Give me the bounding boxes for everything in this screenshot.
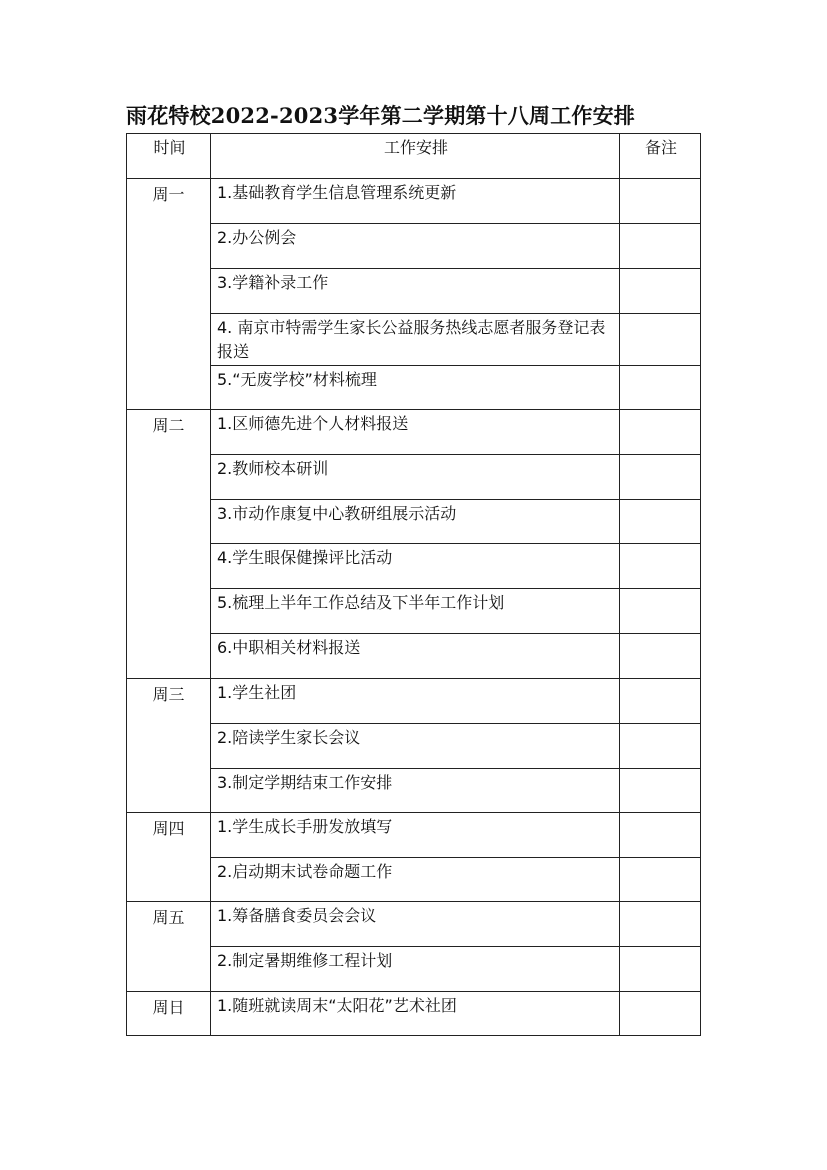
header-row bbox=[127, 134, 701, 179]
note-cell bbox=[620, 679, 701, 724]
note-cell bbox=[620, 902, 701, 947]
day-cell: 周四 bbox=[127, 813, 211, 902]
table-row bbox=[127, 314, 701, 366]
header-work: 工作安排 bbox=[211, 134, 620, 179]
table-row bbox=[127, 992, 701, 1036]
note-cell bbox=[620, 366, 701, 410]
table-row bbox=[127, 634, 701, 679]
header-time: 时间 bbox=[127, 134, 211, 179]
task-cell: 6.中职相关材料报送 bbox=[211, 634, 620, 679]
table-row bbox=[127, 813, 701, 858]
task-cell: 2.陪读学生家长会议 bbox=[211, 724, 620, 769]
schedule-table bbox=[126, 133, 700, 1035]
note-cell bbox=[620, 179, 701, 224]
task-cell: 4.学生眼保健操评比活动 bbox=[211, 544, 620, 589]
task-cell: 3.学籍补录工作 bbox=[211, 269, 620, 314]
note-cell bbox=[620, 634, 701, 679]
table-row bbox=[127, 366, 701, 410]
note-cell bbox=[620, 724, 701, 769]
note-cell bbox=[620, 947, 701, 992]
table-row bbox=[127, 589, 701, 634]
table-row bbox=[127, 500, 701, 544]
day-cell: 周二 bbox=[127, 410, 211, 679]
note-cell bbox=[620, 500, 701, 544]
task-cell: 1.随班就读周末“太阳花”艺术社团 bbox=[211, 992, 620, 1036]
task-cell: 3.制定学期结束工作安排 bbox=[211, 769, 620, 813]
note-cell bbox=[620, 410, 701, 455]
table-row bbox=[127, 947, 701, 992]
table-row bbox=[127, 544, 701, 589]
task-cell: 1.基础教育学生信息管理系统更新 bbox=[211, 179, 620, 224]
table-row bbox=[127, 179, 701, 224]
day-cell: 周三 bbox=[127, 679, 211, 813]
task-cell: 2.教师校本研训 bbox=[211, 455, 620, 500]
note-cell bbox=[620, 992, 701, 1036]
table-row bbox=[127, 224, 701, 269]
table-row bbox=[127, 858, 701, 902]
task-cell: 2.办公例会 bbox=[211, 224, 620, 269]
task-cell: 4. 南京市特需学生家长公益服务热线志愿者服务登记表报送 bbox=[211, 314, 620, 366]
day-cell: 周日 bbox=[127, 992, 211, 1036]
table-row bbox=[127, 410, 701, 455]
note-cell bbox=[620, 589, 701, 634]
task-cell: 1.筹备膳食委员会会议 bbox=[211, 902, 620, 947]
task-cell: 2.制定暑期维修工程计划 bbox=[211, 947, 620, 992]
note-cell bbox=[620, 269, 701, 314]
table-row bbox=[127, 455, 701, 500]
document-title: 雨花特校2022-2023学年第二学期第十八周工作安排 bbox=[126, 103, 636, 128]
header-note: 备注 bbox=[620, 134, 701, 179]
table-row bbox=[127, 769, 701, 813]
note-cell bbox=[620, 544, 701, 589]
task-cell: 5.“无废学校”材料梳理 bbox=[211, 366, 620, 410]
task-cell: 3.市动作康复中心教研组展示活动 bbox=[211, 500, 620, 544]
note-cell bbox=[620, 314, 701, 366]
task-cell: 1.学生成长手册发放填写 bbox=[211, 813, 620, 858]
day-cell: 周五 bbox=[127, 902, 211, 992]
task-cell: 1.学生社团 bbox=[211, 679, 620, 724]
table-row bbox=[127, 724, 701, 769]
task-cell: 2.启动期末试卷命题工作 bbox=[211, 858, 620, 902]
table-row bbox=[127, 679, 701, 724]
note-cell bbox=[620, 224, 701, 269]
note-cell bbox=[620, 455, 701, 500]
task-cell: 5.梳理上半年工作总结及下半年工作计划 bbox=[211, 589, 620, 634]
table-row bbox=[127, 902, 701, 947]
note-cell bbox=[620, 769, 701, 813]
day-cell: 周一 bbox=[127, 179, 211, 410]
note-cell bbox=[620, 858, 701, 902]
table-row bbox=[127, 269, 701, 314]
note-cell bbox=[620, 813, 701, 858]
task-cell: 1.区师德先进个人材料报送 bbox=[211, 410, 620, 455]
